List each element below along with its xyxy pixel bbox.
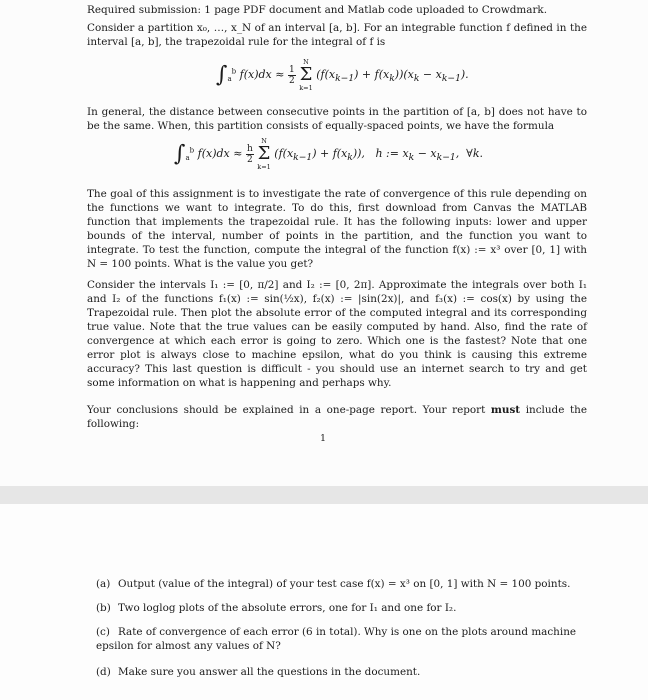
document-page-2 [0, 504, 648, 700]
requirement-item-a: (a) Output (value of the integral) of your test case f(x) = x³ on [0, 1] with N = 100 points. [96, 578, 571, 590]
requirement-item-b: (b) Two loglog plots of the absolute errors, one for I₁ and one for I₂. [96, 602, 457, 614]
trapezoidal-formula-general: $\int_a^b$ f(x)dx ≈ $\frac{1}{2}$ N Σ k=1 $(f(x_{k-1}) + f(x_k))(x_k - x_{k-1})$. [216, 58, 469, 92]
consider-intervals-paragraph: Consider the intervals I₁ := [0, π/2] and I₂ := [0, 2π]. Approximate the integrals over both I₁ and I₂ of the functions f₁(x) := sin(½x), f₂(x) := |sin(2x)|, and f₃(x) := cos(x) by using the Trapezoidal rule. Then plot the absolute error of the computed integral and its corresponding true value. Note that the true values can be easily computed by hand. Also, find the rate of convergence at which each error is going to zero. Which one is the fastest? Note that one error plot is always close to machine epsilon, what do you think is causing this extreme accuracy? This last question is difficult - you should use an internet search to try and get some information on what is happening and perhaps why. [87, 279, 587, 389]
equally-spaced-paragraph: In general, the distance between consecutive points in the partition of [a, b] does not have to be the same. When, this partition consists of equally-spaced points, we have the formula [87, 106, 587, 132]
requirement-item-c: (c) Rate of convergence of each error (6 in total). Why is one on the plots around machine epsilon for almost any values of N? [96, 626, 577, 652]
trapezoidal-formula-uniform: $\int_a^b$ f(x)dx ≈ $\frac{h}{2}$ N Σ k=1 $(f(x_{k-1}) + f(x_k))$, h := $x_k - x_{k-1}$, ∀k. [174, 137, 483, 171]
page-separator [0, 486, 648, 504]
must-emphasis: must [490, 404, 521, 416]
partition-paragraph: Consider a partition x₀, …, x_N of an interval [a, b]. For an integrable function f defined in the interval [a, b], the trapezoidal rule for the integral of f is [87, 22, 587, 48]
conclusions-paragraph: Your conclusions should be explained in a one-page report. Your report must include the following: [87, 404, 587, 430]
goal-paragraph: The goal of this assignment is to investigate the rate of convergence of this rule depending on the functions we want to integrate. To do this, first download from Canvas the MATLAB function that implements the trapezoidal rule. It has the following inputs: lower and upper bounds of the interval, number of points in the partition, and the function you want to integrate. To test the function, compute the integral of the function f(x) := x³ over [0, 1] with N = 100 points. What is the value you get? [87, 188, 587, 270]
requirement-item-d: (d) Make sure you answer all the questions in the document. [96, 666, 421, 678]
required-submission-line: Required submission: 1 page PDF document and Matlab code uploaded to Crowdmark. [87, 4, 548, 16]
page-number: 1 [320, 433, 327, 444]
